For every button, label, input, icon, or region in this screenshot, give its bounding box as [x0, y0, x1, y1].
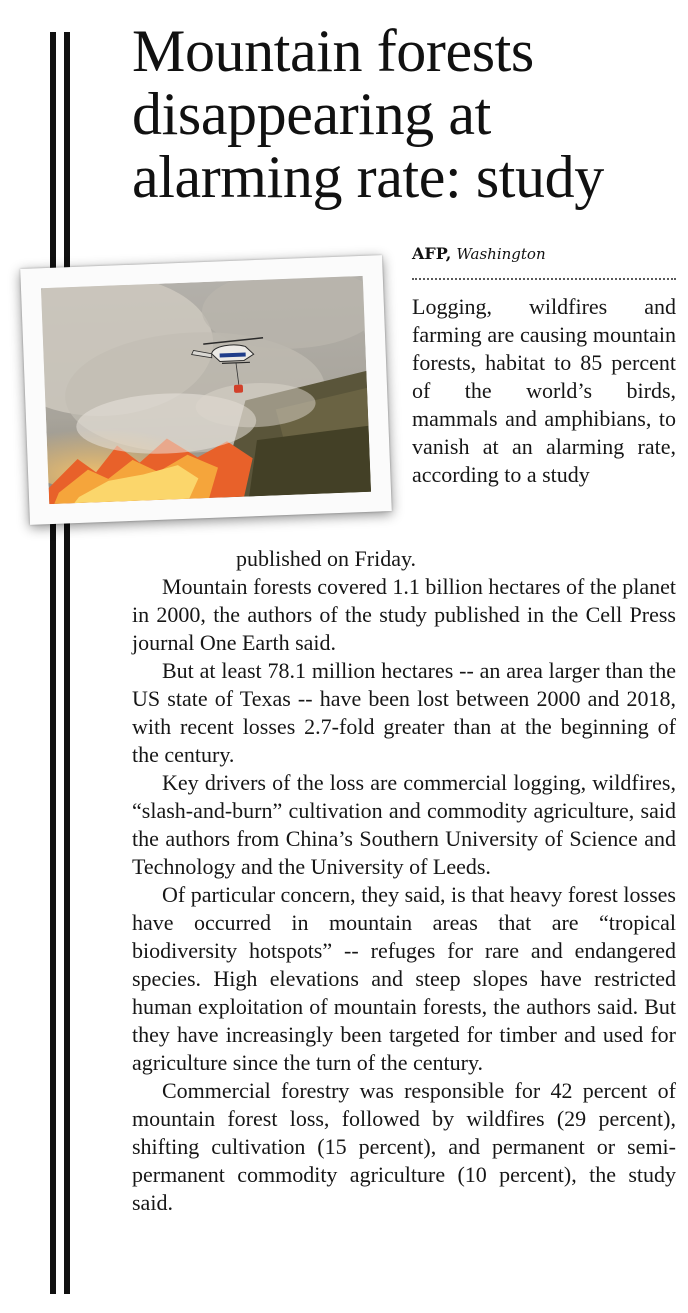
article-body — [132, 545, 676, 1217]
byline — [412, 243, 676, 265]
headline: Mountain forests disappearing at alarming rate: study — [132, 18, 604, 210]
lead-paragraph-part-1: Logging, wildfires and farming are causing mountain forests, habitat to 85 percent of the world’s birds, mammals and amphibians, to vanish at an alarming rate, according to a study — [412, 294, 676, 487]
paragraph: But at least 78.1 million hectares -- an area larger than the US state of Texas -- have been lost between 2000 and 2018, with recent losses 2.7-fold greater than at the beginning of the century. — [132, 658, 676, 767]
paragraph: Of particular concern, they said, is that heavy forest losses have occurred in mountain areas that are “tropical biodiversity hotspots” -- refuges for rare and endangered species. High elevations and steep slopes have restricted human exploitation of mountain forests, the authors said. But they have increasingly been targeted for timber and used for agriculture since the turn of the century. — [132, 882, 676, 1075]
lead-paragraph-part-2: published on Friday. — [236, 546, 417, 571]
photo-card — [20, 255, 392, 525]
column-rule-right — [64, 32, 70, 1294]
wildfire-helicopter-photo — [41, 276, 371, 504]
byline-agency: AFP, — [412, 244, 452, 263]
paragraph: Commercial forestry was responsible for 42 percent of mountain forest loss, followed by wildfires (29 percent), shifting cultivation (15 percent), and permanent or semi-permanent commodity agriculture (10 percent), the study said. — [132, 1078, 676, 1215]
column-rule-left — [50, 32, 56, 1294]
paragraph: Key drivers of the loss are commercial logging, wildfires, “slash-and-burn” cultivation and commodity agriculture, said the authors from China’s Southern University of Science and Technology and the University of Leeds. — [132, 770, 676, 879]
byline-place: Washington — [456, 245, 546, 263]
byline-divider — [412, 278, 676, 280]
paragraph: Mountain forests covered 1.1 billion hectares of the planet in 2000, the authors of the study published in the Cell Press journal One Earth said. — [132, 574, 676, 655]
